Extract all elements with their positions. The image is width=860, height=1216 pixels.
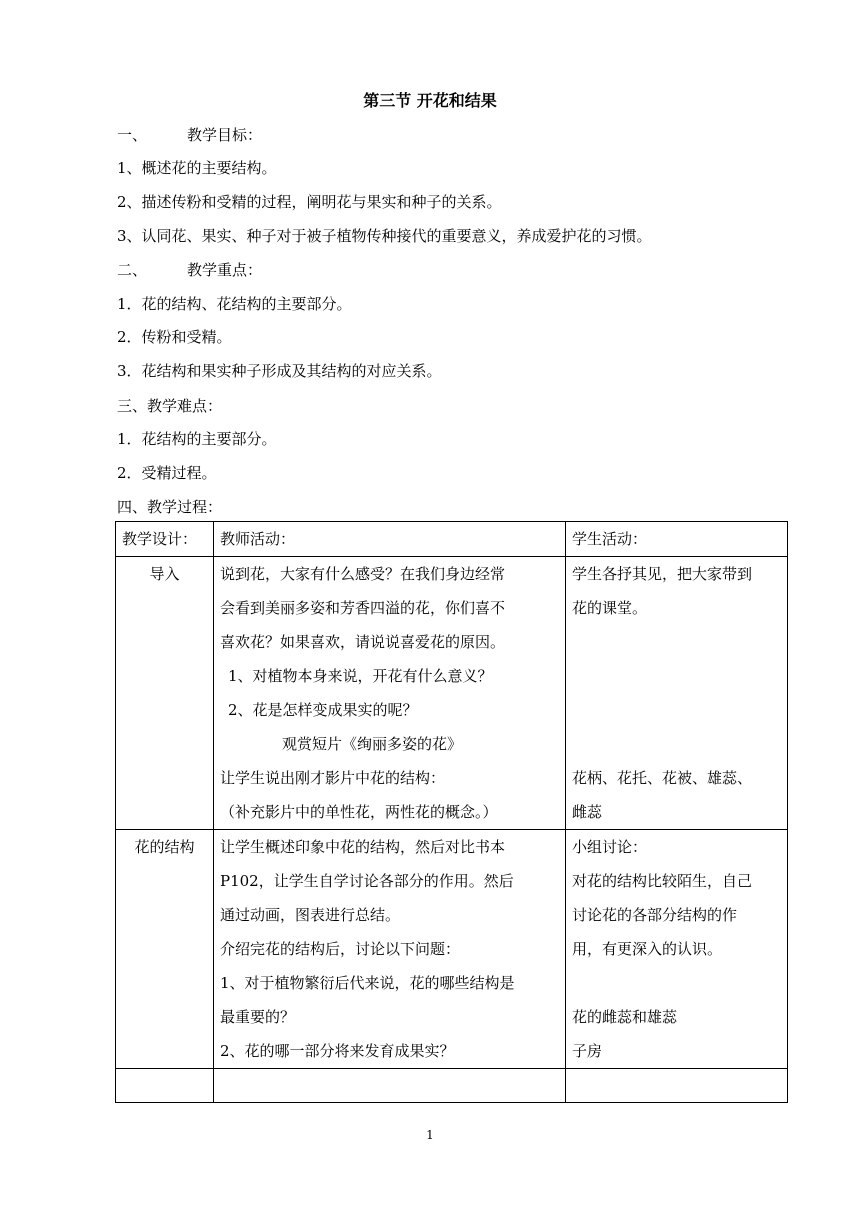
teacher-question: 1、对植物本身来说，开花有什么意义？ (228, 667, 493, 685)
difficulty-item: 2．受精过程。 (117, 464, 217, 482)
section-3-heading: 三、教学难点： (117, 397, 223, 415)
teacher-line: 1、对于植物繁衍后代来说，花的哪些结构是 (220, 974, 515, 992)
section-2-title: 教学重点： (187, 261, 263, 279)
design-structure: 花的结构 (116, 830, 214, 1069)
student-line: 花的课堂。 (572, 599, 648, 617)
table-row-structure (116, 830, 788, 1069)
section-1-number: 一、 (117, 126, 148, 144)
teacher-line: 介绍完花的结构后，讨论以下问题： (220, 940, 461, 958)
student-activity-structure (566, 830, 788, 1069)
teacher-line: 最重要的？ (220, 1008, 296, 1026)
student-line: 小组讨论： (572, 838, 648, 856)
empty-cell (566, 1069, 788, 1103)
difficulty-item: 1．花结构的主要部分。 (117, 430, 277, 448)
teacher-line: 通过动画，图表进行总结。 (220, 906, 401, 924)
teacher-line: 会看到美丽多姿和芳香四溢的花，你们喜不 (220, 599, 506, 617)
document-title: 第三节 开花和结果 (363, 91, 497, 110)
header-teacher: 教师活动： (214, 522, 566, 557)
teacher-question: 2、花是怎样变成果实的呢？ (228, 701, 418, 719)
teacher-video-note: 观赏短片《绚丽多姿的花》 (282, 735, 463, 753)
teacher-activity-intro (214, 557, 566, 830)
teacher-line: 让学生说出刚才影片中花的结构： (220, 769, 446, 787)
teacher-line: 2、花的哪一部分将来发育成果实？ (220, 1042, 455, 1060)
student-line: 花柄、花托、花被、雄蕊、 (572, 769, 753, 787)
header-design: 教学设计： (116, 522, 214, 557)
student-line: 花的雌蕊和雄蕊 (572, 1008, 678, 1026)
teacher-activity-structure (214, 830, 566, 1069)
empty-cell (116, 1069, 214, 1103)
student-activity-intro (566, 557, 788, 830)
section-2-number: 二、 (117, 261, 148, 279)
student-line: 雌蕊 (572, 803, 603, 821)
objective-item: 3、认同花、果实、种子对于被子植物传种接代的重要意义，养成爱护花的习惯。 (117, 227, 652, 245)
key-point-item: 2．传粉和受精。 (117, 328, 232, 346)
teaching-process-table (115, 521, 788, 1103)
student-line: 子房 (572, 1042, 603, 1060)
empty-cell (214, 1069, 566, 1103)
design-intro: 导入 (116, 557, 214, 830)
objective-item: 2、描述传粉和受精的过程，阐明花与果实和种子的关系。 (117, 193, 502, 211)
student-line: 对花的结构比较陌生，自己 (572, 872, 753, 890)
key-point-item: 3．花结构和果实种子形成及其结构的对应关系。 (117, 362, 442, 380)
table-row-intro (116, 557, 788, 830)
objective-item: 1、概述花的主要结构。 (117, 159, 277, 177)
key-point-item: 1．花的结构、花结构的主要部分。 (117, 295, 352, 313)
header-student: 学生活动： (566, 522, 788, 557)
table-row-empty (116, 1069, 788, 1103)
table-header-row (116, 522, 788, 557)
section-1-heading (117, 124, 262, 145)
section-2-heading (117, 259, 262, 280)
teacher-line: 说到花，大家有什么感受？在我们身边经常 (220, 565, 506, 583)
student-line: 用，有更深入的认识。 (572, 940, 723, 958)
teacher-line: P102，让学生自学讨论各部分的作用。然后 (220, 872, 514, 890)
student-line: 讨论花的各部分结构的作 (572, 906, 738, 924)
student-line: 学生各抒其见，把大家带到 (572, 565, 753, 583)
page-number: 1 (426, 1128, 434, 1142)
section-1-title: 教学目标： (187, 126, 263, 144)
teacher-line: 喜欢花？如果喜欢，请说说喜爱花的原因。 (220, 633, 506, 651)
section-4-heading: 四、教学过程： (117, 498, 223, 516)
teacher-line: 让学生概述印象中花的结构，然后对比书本 (220, 838, 506, 856)
teacher-line: （补充影片中的单性花，两性花的概念。） (220, 803, 498, 821)
